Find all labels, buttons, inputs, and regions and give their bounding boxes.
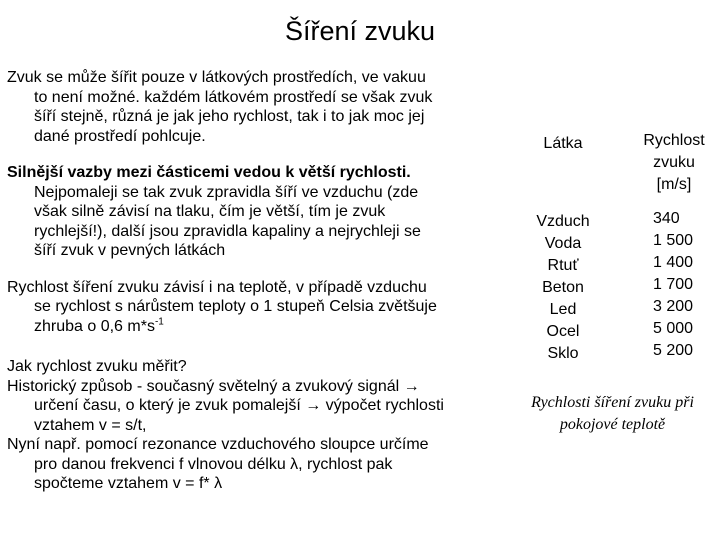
speed-item: 1 400 (653, 254, 694, 271)
material-item: Beton (542, 279, 584, 296)
material-list (524, 211, 602, 365)
text-line: vztahem v = s/t, (34, 416, 147, 434)
text-line: šíří zvuk v pevných látkách (34, 242, 226, 259)
page-title: Šíření zvuku (284, 16, 436, 46)
material-column (524, 130, 602, 365)
text-line: Nyní např. pomocí rezonance vzduchového sloupce určíme (7, 436, 429, 453)
exponent: -1 (154, 316, 164, 328)
text-line: rychlejší!), další jsou zpravidla kapaliny a nejrychleji se (34, 222, 421, 240)
text-line: šíří stejně, různá je jak jeho rychlost, tak i to jak moc jej (34, 108, 425, 125)
text-line (7, 317, 497, 337)
text-line: dané prostředí pohlcuje. (34, 127, 206, 145)
speed-header-line: [m/s] (656, 176, 692, 193)
text-line: Jak rychlost zvuku měřit? (7, 358, 187, 375)
material-item: Sklo (547, 345, 579, 362)
text-line: spočteme vztahem v = f* λ (34, 475, 223, 492)
speed-header (618, 130, 720, 196)
speed-item: 1 500 (653, 232, 694, 249)
text-line-bold: Silnější vazby mezi částicemi vedou k větší rychlosti. (7, 164, 411, 181)
caption-line: Rychlosti šíření zvuku při (531, 394, 694, 411)
text-line: to není možné. každém látkovém prostředí se však zvuk (34, 88, 433, 106)
speed-header-line: Rychlost (643, 132, 705, 149)
material-item: Led (549, 301, 577, 318)
paragraph-temperature (7, 278, 497, 337)
speed-item: 5 000 (653, 320, 694, 337)
caption-line: pokojové teplotě (559, 416, 666, 433)
text-line: určení času, o který je zvuk pomalejší → výpočet rychlosti (34, 397, 444, 414)
speed-item: 5 200 (653, 342, 694, 359)
speed-header-line: zvuku (653, 154, 695, 171)
text-fragment: zhruba o 0,6 m*s (34, 317, 155, 335)
material-item: Ocel (546, 323, 580, 340)
material-item: Voda (544, 235, 582, 252)
speed-item: 1 700 (653, 276, 694, 293)
text-line: Historický způsob - současný světelný a zvukový signál → (7, 377, 420, 395)
material-header: Látka (543, 135, 583, 152)
speed-item: 3 200 (653, 298, 694, 315)
paragraph-measurement (7, 357, 497, 494)
speed-column (618, 130, 720, 362)
table-caption (510, 392, 715, 436)
text-line: však silně závisí na tlaku, čím je větší, tím je zvuk (34, 203, 386, 220)
text-line: pro danou frekvenci f vlnovou délku λ, rychlost pak (34, 455, 393, 473)
paragraph-propagation (7, 68, 497, 146)
text-line: se rychlost s nárůstem teploty o 1 stupeň Celsia zvětšuje (34, 298, 437, 315)
speed-list (618, 208, 720, 362)
material-item: Vzduch (536, 213, 590, 230)
text-line: Zvuk se může šířit pouze v látkových prostředích, ve vakuu (7, 69, 426, 86)
text-column (7, 68, 497, 511)
speed-item: 340 (653, 210, 680, 227)
text-line: Nejpomaleji se tak zvuk zpravidla šíří ve vzduchu (zde (34, 183, 419, 201)
material-item: Rtuť (547, 257, 579, 274)
paragraph-bonds (7, 163, 497, 261)
text-line: Rychlost šíření zvuku závisí i na teplotě, v případě vzduchu (7, 278, 427, 296)
